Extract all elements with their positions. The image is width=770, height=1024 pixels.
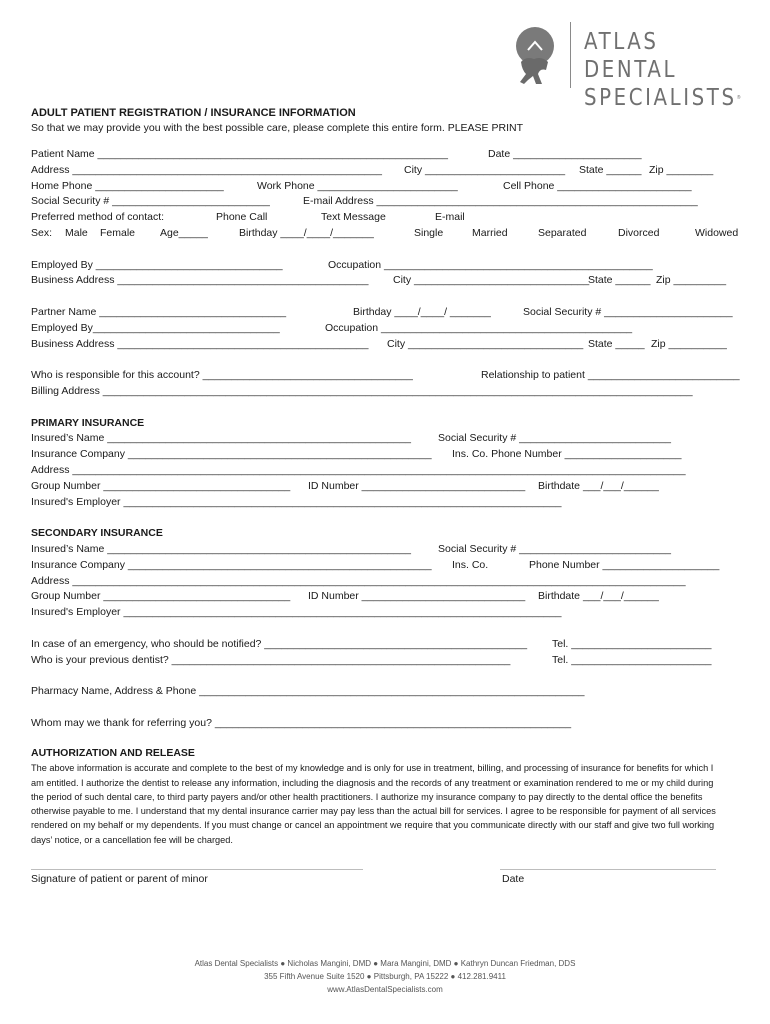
logo-divider [570,22,571,88]
partner-employed-field[interactable]: Employed By________________________________ [31,321,280,334]
partner-occupation-field[interactable]: Occupation ___________________________________________ [325,321,633,334]
logo-line-2: SPECIALISTS [584,85,737,111]
secondary-insco-label: Ins. Co. [452,558,489,571]
referral-field[interactable]: Whom may we thank for referring you? _____________________________________________________________ [31,716,572,729]
dentist-tel-field[interactable]: Tel. ________________________ [552,653,712,666]
email-field[interactable]: E-mail Address _______________________________________________________ [303,195,698,208]
atlas-figure-icon [512,26,558,88]
partner-name-row [31,305,747,321]
partner-city-field[interactable]: City ______________________________ [387,337,584,350]
registration-form [31,106,747,901]
secondary-insurance-title: SECONDARY INSURANCE [31,527,163,540]
footer [0,957,770,996]
partner-birthday-field[interactable]: Birthday ____/____/ _______ [353,305,491,318]
employed-row [31,258,747,274]
referral-row [31,716,747,732]
sex-marital-row [31,226,747,242]
contact-text-option[interactable]: Text Message [321,211,386,224]
partner-employed-row [31,321,747,337]
primary-employer-field[interactable]: Insured's Employer ___________________________________________________________________________ [31,495,562,508]
business-state-field[interactable]: State ______ [588,274,651,287]
relationship-field[interactable]: Relationship to patient __________________________ [481,369,740,382]
partner-ssn-field[interactable]: Social Security # ______________________ [523,305,733,318]
patient-name-field[interactable]: Patient Name ____________________________________________________________ [31,148,448,160]
logo-trademark: ® [736,95,741,101]
logo-wordmark [584,28,741,112]
emergency-tel-field[interactable]: Tel. ________________________ [552,637,712,650]
primary-group-field[interactable]: Group Number ________________________________ [31,479,291,492]
pharmacy-row [31,684,747,700]
primary-address-row [31,463,747,479]
responsible-row [31,368,747,384]
footer-website[interactable]: www.AtlasDentalSpecialists.com [327,985,443,994]
date-line[interactable] [500,869,716,870]
primary-company-field[interactable]: Insurance Company ____________________________________________________ [31,448,432,461]
responsible-party-field[interactable]: Who is responsible for this account? ____________________________________ [31,369,413,382]
previous-dentist-field[interactable]: Who is your previous dentist? __________________________________________________________ [31,653,511,666]
signature-date-label: Date [502,872,525,885]
secondary-company-field[interactable]: Insurance Company ____________________________________________________ [31,558,432,571]
primary-insured-row [31,431,747,447]
city-field[interactable]: City ________________________ [404,163,566,176]
primary-id-field[interactable]: ID Number ____________________________ [308,479,526,492]
business-address-row [31,273,747,289]
sex-male-option[interactable]: Male [65,226,88,239]
marital-divorced-option[interactable]: Divorced [618,226,660,239]
form-title: ADULT PATIENT REGISTRATION / INSURANCE INFORMATION [31,107,356,119]
patient-ssn-row [31,194,747,210]
form-subtitle: So that we may provide you with the best possible care, please complete this entire form. PLEASE PRINT [31,122,523,134]
primary-group-row [31,479,747,495]
primary-employer-row [31,495,747,511]
birthday-field[interactable]: Birthday ____/____/_______ [239,226,374,239]
marital-single-option[interactable]: Single [414,226,444,239]
partner-name-field[interactable]: Partner Name ________________________________ [31,305,287,318]
secondary-id-field[interactable]: ID Number ____________________________ [308,590,526,603]
previous-dentist-row [31,653,747,669]
sex-label: Sex: [31,226,53,239]
secondary-company-phone-field[interactable]: Phone Number ____________________ [529,558,720,571]
secondary-employer-row [31,605,747,621]
patient-phone-row [31,179,747,195]
partner-business-field[interactable]: Business Address ___________________________________________ [31,337,369,350]
secondary-group-row [31,589,747,605]
secondary-insured-row [31,542,747,558]
partner-state-field[interactable]: State _____ [588,337,645,350]
logo-line-1: ATLAS DENTAL [584,29,678,83]
signature-area [31,861,747,901]
home-phone-field[interactable]: Home Phone ______________________ [31,179,224,192]
primary-company-row [31,447,747,463]
age-field[interactable]: Age_____ [160,226,208,239]
secondary-employer-field[interactable]: Insured's Employer ___________________________________________________________________________ [31,606,562,619]
employed-by-field[interactable]: Employed By ________________________________ [31,258,283,271]
billing-address-field[interactable]: Billing Address _____________________________________________________________________________________________________ [31,384,693,397]
billing-row [31,384,747,400]
zip-field[interactable]: Zip ________ [649,163,714,176]
secondary-ssn-field[interactable]: Social Security # __________________________ [438,542,671,555]
contact-method-label: Preferred method of contact: [31,211,165,224]
authorization-title: AUTHORIZATION AND RELEASE [31,747,195,760]
marital-separated-option[interactable]: Separated [538,226,587,239]
contact-method-row [31,210,747,226]
patient-name-row [31,147,747,163]
signature-label: Signature of patient or parent of minor [31,872,208,885]
footer-address: 355 Fifth Avenue Suite 1520 ● Pittsburgh, PA 15222 ● 412.281.9411 [264,972,506,981]
secondary-insured-name-field[interactable]: Insured’s Name ____________________________________________________ [31,542,411,555]
sex-female-option[interactable]: Female [100,226,136,239]
secondary-group-field[interactable]: Group Number ________________________________ [31,590,291,603]
business-zip-field[interactable]: Zip _________ [656,274,727,287]
secondary-address-field[interactable]: Address _________________________________________________________________________________________________________ [31,574,686,587]
authorization-text: The above information is accurate and complete to the best of my knowledge and is only for use in treatment, billing, and processing of insurance for benefits for which I am entitled. I authorize the dentist to release any information, including the diagnosis and the records of any treatment or examination rendered to me or my child during the period of such dental care, to third party payers and/or other health practitioners. I authorize my insurance company to pay directly to the dental office the benefits otherwise payable to me. I understand that my dental insurance carrier may pay less than the actual bill for services. I agree to be responsible for payment of all services rendered on my behalf or my dependents. If you must change or cancel an appointment we require that you communicate directly with our staff and give two full working days’ notice, or a cancellation fee will be charged. [31,763,716,845]
secondary-company-row [31,558,747,574]
cell-phone-field[interactable]: Cell Phone _______________________ [503,179,692,192]
ssn-field[interactable]: Social Security # ___________________________ [31,195,270,208]
marital-widowed-option[interactable]: Widowed [695,226,739,239]
work-phone-field[interactable]: Work Phone ________________________ [257,179,458,192]
patient-address-row [31,163,747,179]
business-address-field[interactable]: Business Address ___________________________________________ [31,274,369,287]
marital-married-option[interactable]: Married [472,226,508,239]
emergency-contact-field[interactable]: In case of an emergency, who should be notified? _____________________________________________ [31,637,528,650]
secondary-birthdate-field[interactable]: Birthdate ___/___/______ [538,590,659,603]
occupation-field[interactable]: Occupation ______________________________________________ [328,258,653,271]
primary-insured-name-field[interactable]: Insured’s Name ____________________________________________________ [31,432,411,445]
primary-company-phone-field[interactable]: Ins. Co. Phone Number ____________________ [452,448,682,461]
date-field[interactable]: Date ______________________ [488,148,642,160]
state-field[interactable]: State ______ [579,163,642,176]
pharmacy-field[interactable]: Pharmacy Name, Address & Phone __________________________________________________________________ [31,685,585,698]
signature-line[interactable] [31,869,363,870]
address-field[interactable]: Address _____________________________________________________ [31,163,382,176]
primary-ssn-field[interactable]: Social Security # __________________________ [438,432,671,445]
footer-practitioners: Atlas Dental Specialists ● Nicholas Mangini, DMD ● Mara Mangini, DMD ● Kathryn Duncan Friedman, DDS [194,959,576,968]
contact-email-option[interactable]: E-mail [435,211,465,224]
emergency-row [31,637,747,653]
partner-zip-field[interactable]: Zip __________ [651,337,727,350]
partner-business-row [31,337,747,353]
primary-insurance-title: PRIMARY INSURANCE [31,416,145,429]
primary-birthdate-field[interactable]: Birthdate ___/___/______ [538,479,659,492]
business-city-field[interactable]: City ______________________________ [393,274,590,287]
primary-address-field[interactable]: Address _________________________________________________________________________________________________________ [31,463,686,476]
secondary-address-row [31,574,747,590]
logo [512,22,741,111]
contact-phone-option[interactable]: Phone Call [216,211,268,224]
